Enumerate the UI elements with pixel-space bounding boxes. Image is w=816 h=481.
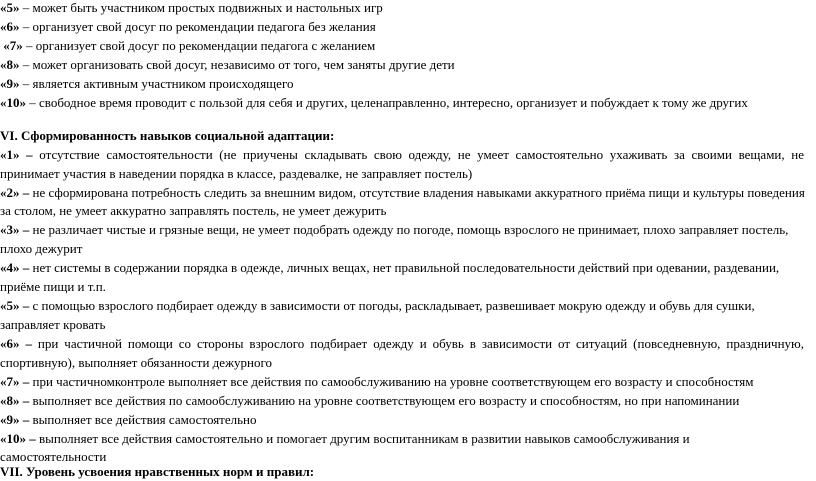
item-text: не различает чистые и грязные вещи, не умеет подобрать одежду по погоде, помощь взрослого не принимает, плохо заправляет постель,: [29, 222, 789, 237]
item-text: не сформирована потребность следить за внешним видом, отсутствие владения навыками аккуратного приёма пищи и культуры поведения: [29, 185, 805, 200]
item-number: «2» –: [0, 185, 30, 200]
section-heading: VII. Уровень усвоения нравственных норм и правил:: [0, 464, 315, 479]
item-number: «4» –: [0, 260, 30, 275]
list-item-continuation: принимает участия в наведении порядка в классе, раздевалке, не заправляет постель): [0, 166, 473, 181]
list-item: [0, 19, 376, 36]
list-item: [0, 147, 804, 164]
item-text: выполняет все действия самостоятельно: [29, 412, 257, 427]
item-number: «10»: [0, 95, 26, 110]
list-item: [0, 336, 804, 353]
list-item: [0, 95, 748, 112]
list-item-continuation: плохо дежурит: [0, 241, 83, 256]
list-item: [0, 393, 739, 410]
list-item: [0, 185, 805, 202]
item-text: выполняет все действия по самообслуживанию на уровне соответствующем его возрасту и способностям, но при напоминании: [29, 393, 740, 408]
list-item-continuation: самостоятельности: [0, 449, 107, 464]
list-item-continuation: спортивную), выполняет обязанности дежурного: [0, 355, 273, 370]
item-number: «8» –: [0, 393, 30, 408]
list-item: [0, 222, 788, 239]
item-number: «9»: [0, 76, 20, 91]
item-text: – может быть участником простых подвижных и настольных игр: [19, 0, 383, 15]
list-item: [0, 412, 257, 429]
item-text: при частичной помощи со стороны взрослого подбирает одежду и обувь в зависимости от ситуаций (повседневную, праздничную,: [31, 336, 805, 351]
item-text: отсутствие самостоятельности (не приучены складывать свою одежду, не умеет самостоятельно ухаживать за своими вещами, не: [39, 147, 804, 162]
item-number: «7» –: [0, 374, 30, 389]
item-number: «6» –: [0, 336, 32, 351]
item-number: «7»: [0, 38, 23, 53]
item-number: «3» –: [0, 222, 30, 237]
list-item: [0, 431, 690, 448]
list-item-continuation: заправляет кровать: [0, 317, 106, 332]
item-text: – свободное время проводит с пользой для себя и других, целенаправленно, интересно, организует и побуждает к тому же других: [26, 95, 748, 110]
item-number: «8»: [0, 57, 20, 72]
list-item-continuation: за столом, не умеет аккуратно заправлять постель, не умеет дежурить: [0, 203, 387, 218]
section-heading: VI. Сформированность навыков социальной адаптации:: [0, 128, 335, 143]
list-item: [0, 260, 779, 277]
item-text: – может организовать свой досуг, независимо от того, чем заняты другие дети: [19, 57, 455, 72]
list-item-continuation: приёме пищи и т.п.: [0, 279, 106, 294]
list-item: [0, 374, 754, 391]
list-item: [0, 76, 293, 93]
list-item: [0, 57, 455, 74]
item-text: – организует свой досуг по рекомендации педагога с желанием: [22, 38, 376, 53]
item-number: «9» –: [0, 412, 30, 427]
item-number: «6»: [0, 19, 20, 34]
list-item: [0, 298, 755, 315]
item-text: – является активным участником происходящего: [19, 76, 294, 91]
item-text: нет системы в содержании порядка в одежде, личных вещах, нет правильной последовательности действий при одевании, раздевании,: [29, 260, 780, 275]
item-text: выполняет все действия самостоятельно и помогает другим воспитанникам в развитии навыков самообслуживания и: [35, 431, 690, 446]
item-number: «5» –: [0, 298, 30, 313]
item-number: «10» –: [0, 431, 36, 446]
item-text: с помощью взрослого подбирает одежду в зависимости от погоды, раскладывает, развешивает мокрую одежду и обувь для сушки,: [29, 298, 755, 313]
item-text: – организует свой досуг по рекомендации педагога без желания: [19, 19, 376, 34]
item-number: «1» –: [0, 147, 33, 162]
item-text: при частичномконтроле выполняет все действия по самообслуживанию на уровне соответствующем его возрасту и способностям: [29, 374, 754, 389]
list-item: [0, 0, 383, 17]
list-item: [0, 38, 375, 55]
item-number: «5»: [0, 0, 20, 15]
